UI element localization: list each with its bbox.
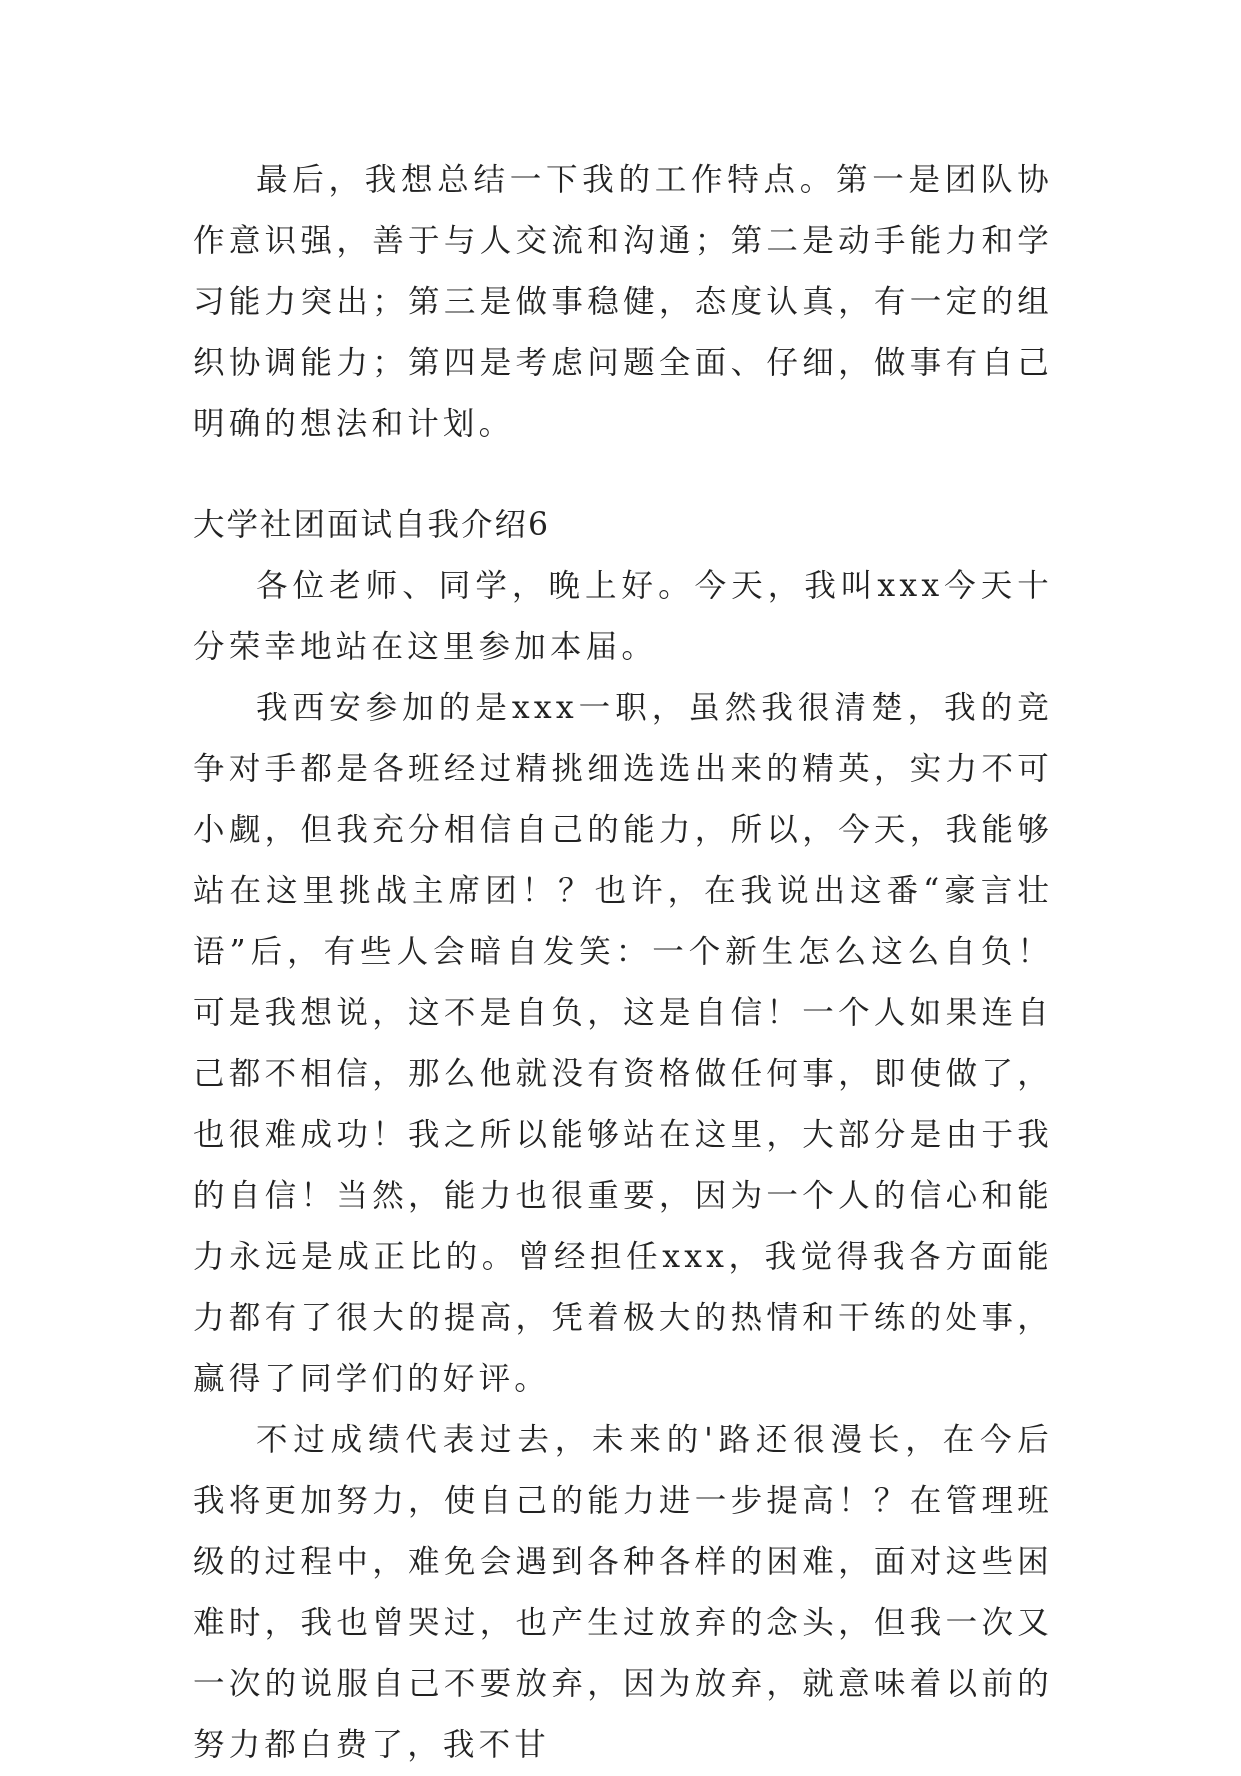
document-page: [193, 150, 1053, 1776]
section-title: 大学社团面试自我介绍6: [193, 507, 551, 543]
intro-paragraph: 最后，我想总结一下我的工作特点。第一是团队协作意识强，善于与人交流和沟通；第二是动手能力和学习能力突出；第三是做事稳健，态度认真，有一定的组织协调能力；第四是考虑问题全面、仔细，做事有自己明确的想法和计划。: [193, 162, 1053, 442]
body-paragraph-1: 各位老师、同学，晚上好。今天，我叫xxx今天十分荣幸地站在这里参加本届。: [193, 568, 1053, 665]
body-paragraph-2: 我西安参加的是xxx一职，虽然我很清楚，我的竞争对手都是各班经过精挑细选选出来的精英，实力不可小觑，但我充分相信自己的能力，所以，今天，我能够站在这里挑战主席团！？也许，在我说出这番“豪言壮语”后，有些人会暗自发笑：一个新生怎么这么自负！可是我想说，这不是自负，这是自信！一个人如果连自己都不相信，那么他就没有资格做任何事，即使做了，也很难成功！我之所以能够站在这里，大部分是由于我的自信！当然，能力也很重要，因为一个人的信心和能力永远是成正比的。曾经担任xxx，我觉得我各方面能力都有了很大的提高，凭着极大的热情和干练的处事，赢得了同学们的好评。: [193, 690, 1053, 1397]
body-paragraph-3: 不过成绩代表过去，未来的'路还很漫长，在今后我将更加努力，使自己的能力进一步提高！？在管理班级的过程中，难免会遇到各种各样的困难，面对这些困难时，我也曾哭过，也产生过放弃的念头，但我一次又一次的说服自己不要放弃，因为放弃，就意味着以前的努力都白费了，我不甘: [193, 1422, 1053, 1763]
